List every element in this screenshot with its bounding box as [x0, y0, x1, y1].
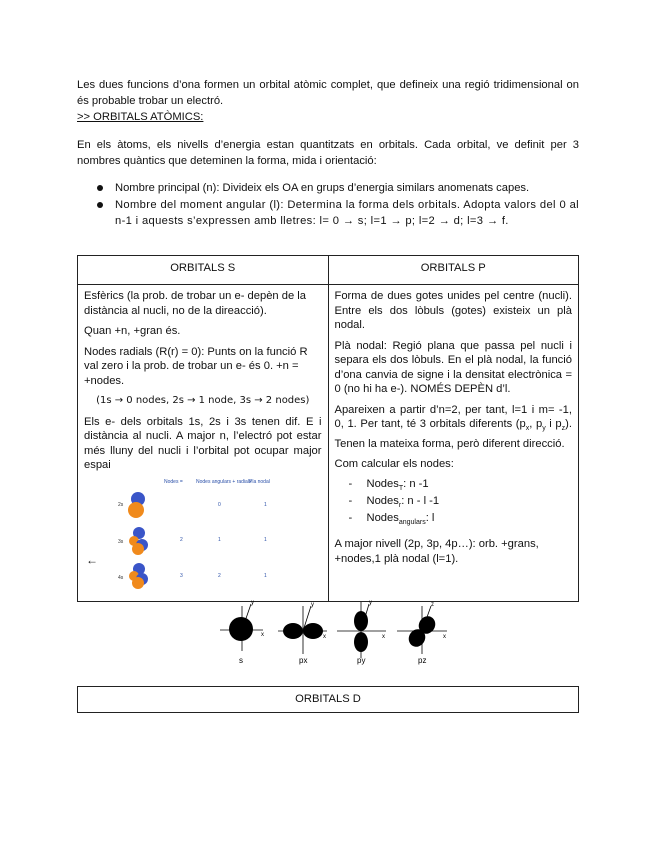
intro-paragraph: Les dues funcions d’ona formen un orbital atòmic complet, que defineix una regió tridimensional on és probable trobar un electró. — [77, 79, 579, 107]
fig-value: 1 — [218, 536, 221, 543]
fig-row-label: 4s — [118, 574, 124, 581]
orbital-2s-icon — [128, 492, 145, 518]
fig-header: Nodes = — [164, 478, 183, 485]
list-item: - Nodes$_T$: n -1 — [349, 478, 573, 495]
svg-text:pz: pz — [418, 656, 427, 665]
s-text: Els e- dels orbitals 1s, 2s i 3s tenen dif. E i distància al nucli. A major n, l’electró pot estar més lluny del nucli i l’orbital pot ocupar major espai — [84, 415, 322, 471]
fig-value: 2 — [180, 536, 183, 543]
py-orbital-icon — [337, 600, 386, 665]
orbital-4s-icon — [129, 563, 148, 589]
fig-header: Pla nodal — [249, 478, 270, 485]
s-orbital-icon — [220, 600, 264, 665]
fig-value: 1 — [264, 536, 267, 543]
list-item: Nombre principal (n): Divideix els OA en grups d’energia similars anomenats capes. — [77, 180, 579, 196]
svg-text:z: z — [431, 602, 434, 608]
svg-text:y: y — [311, 602, 314, 608]
fig-value: 1 — [264, 501, 267, 508]
svg-text:x: x — [261, 632, 264, 638]
p-text: Plà nodal: Regió plana que passa pel nucli i separa els dos lòbuls. En el plà nodal, la funció d’ona canvia de signe i la densitat electrònica = 0 (no hi ha e-). NOMÉS DEPÈN d’l. — [334, 339, 572, 395]
quantum-numbers-list — [77, 180, 579, 230]
fig-row-label: 3s — [118, 538, 124, 545]
s-orbitals-figure — [84, 479, 322, 597]
fig-value: 2 — [218, 572, 221, 579]
s-nodes-line: (1s → 0 nodes, 2s → 1 node, 3s → 2 nodes) — [96, 395, 310, 406]
p-text: Forma de dues gotes unides pel centre (nucli). Entre els dos lòbuls (gotes) existeix un plà nodal. — [334, 290, 572, 331]
fig-header: Nodes angulars + radials — [196, 478, 252, 485]
nodes-formula-list — [349, 478, 573, 530]
orbital-shapes-figure — [215, 596, 465, 668]
px-orbital-icon — [278, 602, 327, 665]
orbitals-p-cell — [328, 285, 579, 602]
svg-text:x: x — [382, 634, 385, 640]
svg-text:y: y — [251, 600, 254, 606]
p-text: Apareixen a partir d’n=2, per tant, l=1 i m= -1, 0, 1. Per tant, té 3 orbitals diferents ($p_x$, $p_y$ i $p_z$). Tenen la mateixa forma, però diferent direcció. — [334, 403, 572, 450]
svg-text:x: x — [443, 634, 446, 640]
fig-value: 1 — [264, 572, 267, 579]
svg-text:py: py — [357, 656, 366, 665]
svg-text:px: px — [299, 656, 308, 665]
svg-text:x: x — [323, 634, 326, 640]
orbitals-p-header: ORBITALS P — [328, 256, 579, 285]
s-text: Nodes radials (R(r) = 0): Punts on la funció R val zero i la prob. de trobar un e- és 0. +n = +nodes. — [84, 345, 308, 387]
fig-value: 0 — [218, 501, 221, 508]
list-item: Nombre del moment angular (l): Determina la forma dels orbitals. Adopta valors del 0 al n-1 i aquests s’expressen amb lletres: l= 0 → s; l=1 → p; l=2 → d; l=3 → f. — [77, 197, 579, 229]
orbital-3s-icon — [129, 527, 148, 555]
list-item: - Nodes$_{angulars}$: l — [349, 512, 573, 529]
quantum-paragraph: En els àtoms, els nivells d’energia estan quantitzats en orbitals. Cada orbital, ve definit per 3 nombres quàntics que deteminen la forma, mida i orientació: — [77, 139, 579, 167]
fig-row-label: 2s — [118, 501, 124, 508]
s-text: Esfèrics (la prob. de trobar un e- depèn de la distància al nucli, no de la direacció). — [84, 290, 307, 317]
p-text: A major nivell (2p, 3p, 4p…): orb. +grans, +nodes,1 plà nodal (l=1). — [334, 538, 539, 565]
fig-value: 3 — [180, 572, 183, 579]
orbitals-d-header: ORBITALS D — [77, 686, 579, 713]
calc-title: Com calcular els nodes: — [334, 458, 454, 471]
s-text: Quan +n, +gran és. — [84, 325, 181, 337]
svg-text:y: y — [369, 600, 372, 606]
section-link-orbitals[interactable]: >> ORBITALS ATÒMICS: — [77, 111, 204, 123]
pz-orbital-icon — [397, 602, 447, 665]
orbitals-s-header: ORBITALS S — [78, 256, 329, 285]
list-item: - Nodes$_r$: n - l -1 — [349, 495, 573, 512]
svg-text:s: s — [239, 656, 243, 665]
orbitals-table — [77, 255, 579, 602]
arrow-left-icon: ← — [86, 552, 98, 567]
orbitals-s-cell — [78, 285, 329, 602]
